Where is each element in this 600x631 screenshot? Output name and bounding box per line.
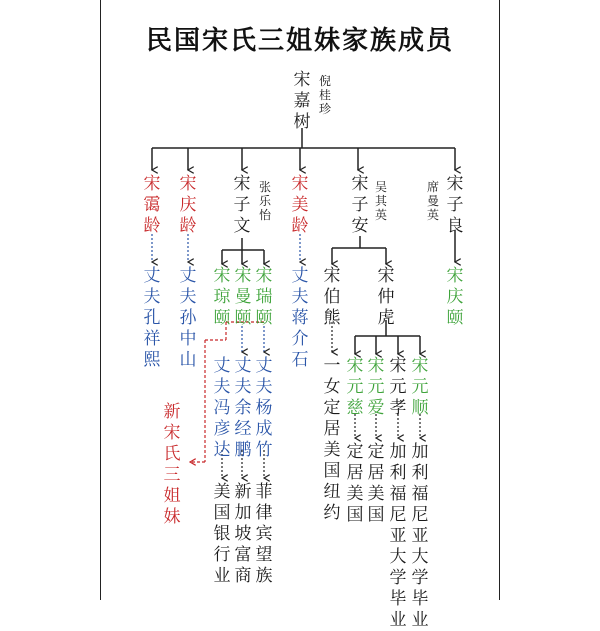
yuanai-node: 宋元爱 bbox=[367, 356, 385, 418]
manyi-node: 宋曼颐 bbox=[234, 266, 252, 328]
diagram-title: 民国宋氏三姐妹家族成员 bbox=[145, 26, 454, 56]
qiongyi-husband-node: 丈夫冯彦达 bbox=[213, 356, 231, 460]
ruiyi-node: 宋瑞颐 bbox=[255, 266, 273, 328]
yuanxiao-note-node: 加利福尼亚大学毕业 bbox=[389, 442, 407, 630]
qingling-node: 宋庆龄 bbox=[179, 174, 197, 236]
meiling-husband-node: 丈夫蒋介石 bbox=[291, 266, 309, 370]
ruiyi-note-node: 菲律宾望族 bbox=[255, 482, 273, 586]
boxiong-node: 宋伯熊 bbox=[323, 266, 341, 328]
ruiyi-husband-node: 丈夫杨成竹 bbox=[255, 356, 273, 460]
zian-node: 宋子安 bbox=[351, 174, 369, 236]
ziwen-wife-node: 张乐怡 bbox=[258, 180, 271, 222]
ziwen-node: 宋子文 bbox=[233, 174, 251, 236]
ziliang-node: 宋子良 bbox=[446, 174, 464, 236]
qiongyi-node: 宋琼颐 bbox=[213, 266, 231, 328]
ziliang-wife-node: 席曼英 bbox=[426, 180, 439, 222]
meiling-node: 宋美龄 bbox=[291, 174, 309, 236]
yuanai-note-node: 定居美国 bbox=[367, 442, 385, 525]
boxiong-note-node: 一女定居美国纽约 bbox=[323, 356, 341, 523]
zian-wife-node: 吴其英 bbox=[374, 180, 387, 222]
yuanci-note-node: 定居美国 bbox=[346, 442, 364, 525]
father-node: 宋嘉树 bbox=[293, 70, 311, 132]
qiongyi-note-node: 美国银行业 bbox=[213, 482, 231, 586]
manyi-husband-node: 丈夫余经鹏 bbox=[234, 356, 252, 460]
ailing-husband-node: 丈夫孔祥熙 bbox=[143, 266, 161, 370]
zhonghu-node: 宋仲虎 bbox=[377, 266, 395, 328]
qingling-husband-node: 丈夫孙中山 bbox=[179, 266, 197, 370]
yuanxiao-node: 宋元孝 bbox=[389, 356, 407, 418]
manyi-note-node: 新加坡富商 bbox=[234, 482, 252, 586]
mother-node: 倪桂珍 bbox=[318, 74, 331, 116]
qingyi-node: 宋庆颐 bbox=[446, 266, 464, 328]
new-sisters-node: 新宋氏三姐妹 bbox=[163, 402, 181, 527]
yuanshun-note-node: 加利福尼亚大学毕业 bbox=[411, 442, 429, 630]
yuanshun-node: 宋元顺 bbox=[411, 356, 429, 418]
ailing-node: 宋霭龄 bbox=[143, 174, 161, 236]
yuanci-node: 宋元慈 bbox=[346, 356, 364, 418]
